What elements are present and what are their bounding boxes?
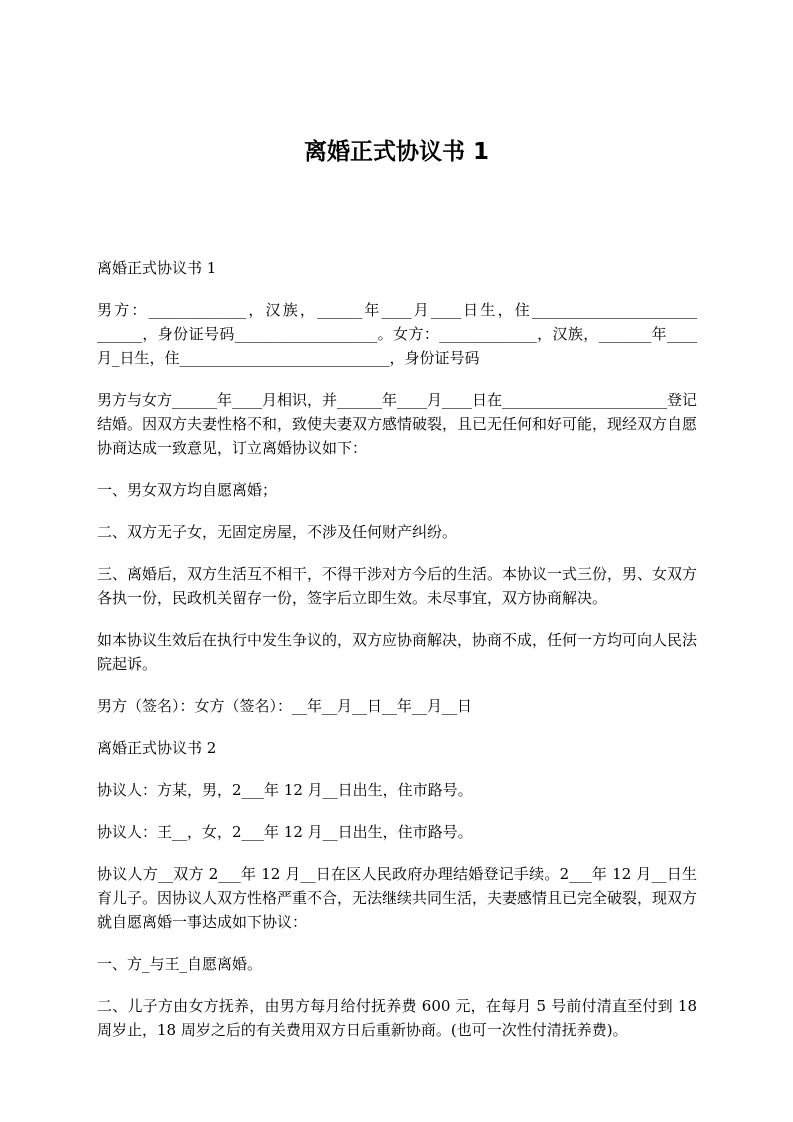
- paragraph-marriage-background: 男方与女方______年____月相识，并______年____月____日在______________________登记结婚。因双方夫妻性格不和，致使夫妻双方感情破裂，且已无任何和好可能，现经双方自愿协商达成一致意见，订立离婚协议如下：: [97, 391, 698, 457]
- party-man: 协议人：方某，男，2___年 12 月__日出生，住市路号。: [97, 781, 473, 799]
- party-woman: 协议人：王__，女，2___年 12 月__日出生，住市路号。: [97, 823, 473, 841]
- agreement-clause-2: 二、儿子方由女方抚养，由男方每月给付抚养费 600 元，在每月 5 号前付清直至付到 18 周岁止，18 周岁之后的有关费用双方日后重新协商。(也可一次性付清抚养费)。: [97, 997, 697, 1039]
- document-title: 离婚正式协议书 1: [303, 139, 489, 165]
- clause-2: 二、双方无子女，无固定房屋，不涉及任何财产纠纷。: [97, 523, 458, 541]
- document-body: [97, 256, 697, 1042]
- section-heading-2: 离婚正式协议书 2: [97, 739, 217, 757]
- clause-1: 一、男女双方均自愿离婚；: [97, 481, 278, 499]
- clause-3: 三、离婚后，双方生活互不相干，不得干涉对方今后的生活。本协议一式三份，男、女双方各执一份，民政机关留存一份，签字后立即生效。未尽事宜，双方协商解决。: [97, 565, 698, 607]
- paragraph-agreement-intro: 协议人方__双方 2___年 12 月__日在区人民政府办理结婚登记手续。2___年 12 月__日生育儿子。因协议人双方性格严重不合，无法继续共同生活，夫妻感情且已完全破裂，现双方就自愿离婚一事达成如下协议：: [97, 865, 698, 931]
- agreement-clause-1: 一、方_与王_自愿离婚。: [97, 955, 263, 973]
- dispute-clause: 如本协议生效后在执行中发生争议的，双方应协商解决，协商不成，任何一方均可向人民法院起诉。: [97, 631, 698, 673]
- signature-line: 男方（签名）：女方（签名）：__年__月__日__年__月__日: [97, 697, 473, 715]
- section-heading-1: 离婚正式协议书 1: [97, 259, 217, 277]
- paragraph-party-info: 男方：_____________，汉族，______年____月____日生，住______________________ ______，身份证号码___________________。女方：_____________，汉族，_______年____月_日生，住____________________________，身份证号码: [97, 301, 697, 367]
